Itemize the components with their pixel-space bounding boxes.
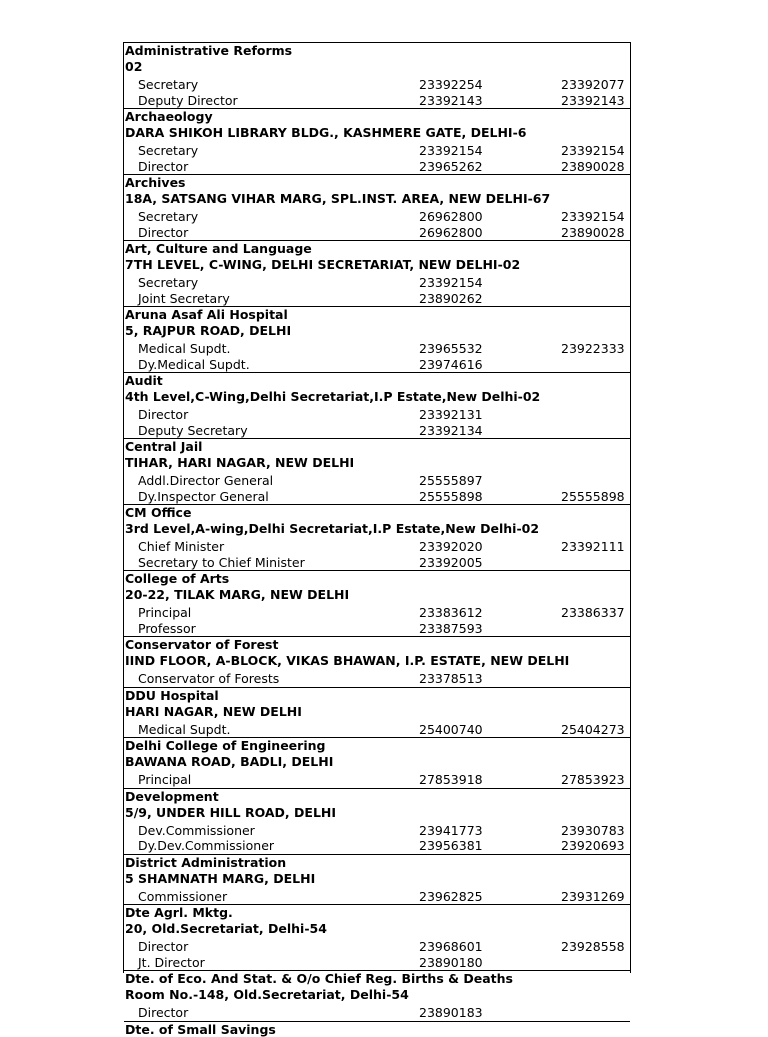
- contact-row: [124, 555, 630, 571]
- department-address: 5 SHAMNATH MARG, DELHI: [125, 870, 316, 886]
- designation: Deputy Secretary: [138, 422, 248, 438]
- department-address: 4th Level,C-Wing,Delhi Secretariat,I.P Estate,New Delhi-02: [125, 389, 541, 404]
- designation: Secretary: [138, 143, 199, 158]
- designation: Chief Minister: [138, 539, 225, 554]
- department-name: Art, Culture and Language: [125, 241, 312, 256]
- designation: Dy.Inspector General: [138, 488, 269, 504]
- designation: Medical Supdt.: [138, 721, 231, 737]
- department-section: [124, 637, 630, 688]
- department-section: [124, 307, 630, 373]
- contact-row: [124, 225, 630, 241]
- fax-phone: 23930783: [561, 822, 625, 838]
- contact-row: [124, 955, 630, 971]
- department-section: [124, 855, 630, 906]
- office-phone: 23974616: [419, 356, 483, 372]
- department-section: [124, 175, 630, 241]
- office-phone: 23956381: [419, 838, 483, 853]
- fax-phone: 23392111: [561, 539, 625, 554]
- designation: Secretary: [138, 77, 199, 92]
- department-section: [124, 43, 630, 109]
- designation: Joint Secretary: [138, 290, 230, 306]
- contact-row: [124, 539, 630, 555]
- office-phone: 23378513: [419, 671, 483, 686]
- fax-phone: 23392154: [561, 209, 625, 224]
- department-section: [124, 688, 630, 739]
- contact-row: [124, 423, 630, 439]
- designation: Medical Supdt.: [138, 341, 231, 356]
- designation: Addl.Director General: [138, 473, 274, 488]
- fax-phone: 25404273: [561, 721, 625, 737]
- department-address: DARA SHIKOH LIBRARY BLDG., KASHMERE GATE, DELHI-6: [125, 125, 527, 140]
- office-phone: 27853918: [419, 772, 483, 787]
- contact-row: [124, 77, 630, 93]
- department-section: [124, 1022, 630, 1037]
- office-phone: 25400740: [419, 721, 483, 737]
- department-name: District Administration: [125, 854, 287, 870]
- department-name: Delhi College of Engineering: [125, 738, 326, 753]
- department-address: 02: [125, 59, 143, 74]
- contact-row: [124, 357, 630, 373]
- department-name: Archaeology: [125, 109, 213, 124]
- office-phone: 25555898: [419, 488, 483, 504]
- department-section: [124, 789, 630, 855]
- contact-row: [124, 341, 630, 357]
- contact-row: [124, 209, 630, 225]
- contact-row: [124, 823, 630, 839]
- department-name: Conservator of Forest: [125, 637, 279, 652]
- department-name: Aruna Asaf Ali Hospital: [125, 307, 288, 322]
- designation: Director: [138, 1005, 189, 1020]
- department-address: TIHAR, HARI NAGAR, NEW DELHI: [125, 455, 355, 470]
- contact-row: [124, 407, 630, 423]
- contact-row: [124, 722, 630, 738]
- contact-row: [124, 772, 630, 788]
- department-address: BAWANA ROAD, BADLI, DELHI: [125, 754, 334, 769]
- office-phone: 23392254: [419, 77, 483, 92]
- contact-row: [124, 93, 630, 109]
- office-phone: 23965262: [419, 158, 483, 174]
- designation: Dy.Dev.Commissioner: [138, 838, 275, 853]
- department-address: 7TH LEVEL, C-WING, DELHI SECRETARIAT, NEW DELHI-02: [125, 257, 521, 272]
- office-phone: 23392143: [419, 92, 483, 108]
- designation: Dev.Commissioner: [138, 822, 255, 838]
- department-address: HARI NAGAR, NEW DELHI: [125, 703, 302, 719]
- office-phone: 23392020: [419, 539, 483, 554]
- department-name: College of Arts: [125, 571, 230, 586]
- fax-phone: 23931269: [561, 888, 625, 904]
- phone-directory-table: [123, 42, 631, 1037]
- department-address: Room No.-148, Old.Secretariat, Delhi-54: [125, 987, 409, 1002]
- department-section: [124, 905, 630, 971]
- department-name: Audit: [125, 373, 163, 388]
- department-name: CM Office: [125, 505, 192, 520]
- department-address: 20-22, TILAK MARG, NEW DELHI: [125, 587, 350, 602]
- contact-row: [124, 939, 630, 955]
- office-phone: 23387593: [419, 620, 483, 636]
- department-section: [124, 571, 630, 637]
- department-name: Administrative Reforms: [125, 43, 293, 58]
- designation: Director: [138, 939, 189, 954]
- department-name: Archives: [125, 175, 186, 190]
- fax-phone: 23392077: [561, 77, 625, 92]
- department-name: Central Jail: [125, 439, 203, 454]
- contact-row: [124, 275, 630, 291]
- designation: Principal: [138, 605, 192, 620]
- department-address: 20, Old.Secretariat, Delhi-54: [125, 921, 327, 936]
- contact-row: [124, 291, 630, 307]
- office-phone: 26962800: [419, 224, 483, 240]
- contact-row: [124, 473, 630, 489]
- department-section: [124, 738, 630, 789]
- designation: Principal: [138, 772, 192, 787]
- fax-phone: 23392143: [561, 92, 625, 108]
- office-phone: 23962825: [419, 888, 483, 904]
- office-phone: 23392131: [419, 407, 483, 422]
- office-phone: 23890180: [419, 954, 483, 970]
- designation: Director: [138, 158, 189, 174]
- designation: Director: [138, 407, 189, 422]
- designation: Secretary: [138, 275, 199, 290]
- office-phone: 23890262: [419, 290, 483, 306]
- department-name: Dte Agrl. Mktg.: [125, 905, 233, 920]
- department-section: [124, 241, 630, 307]
- fax-phone: 23890028: [561, 158, 625, 174]
- contact-row: [124, 621, 630, 637]
- department-address: 5/9, UNDER HILL ROAD, DELHI: [125, 804, 337, 820]
- department-address: 18A, SATSANG VIHAR MARG, SPL.INST. AREA, NEW DELHI-67: [125, 191, 551, 206]
- department-address: 3rd Level,A-wing,Delhi Secretariat,I.P Estate,New Delhi-02: [125, 521, 540, 536]
- office-phone: 26962800: [419, 209, 483, 224]
- office-phone: 23968601: [419, 939, 483, 954]
- designation: Secretary: [138, 209, 199, 224]
- fax-phone: 23920693: [561, 838, 625, 853]
- fax-phone: 23928558: [561, 939, 625, 954]
- department-section: [124, 439, 630, 505]
- office-phone: 23965532: [419, 341, 483, 356]
- department-name: Dte. of Small Savings: [125, 1021, 276, 1037]
- designation: Director: [138, 224, 189, 240]
- contact-row: [124, 1005, 630, 1021]
- office-phone: 25555897: [419, 473, 483, 488]
- department-section: [124, 505, 630, 571]
- designation: Secretary to Chief Minister: [138, 554, 305, 570]
- office-phone: 23890183: [419, 1005, 483, 1020]
- designation: Deputy Director: [138, 92, 238, 108]
- department-address: IIND FLOOR, A-BLOCK, VIKAS BHAWAN, I.P. ESTATE, NEW DELHI: [125, 653, 570, 668]
- contact-row: [124, 671, 630, 687]
- office-phone: 23392134: [419, 422, 483, 438]
- department-section: [124, 971, 630, 1022]
- designation: Conservator of Forests: [138, 671, 280, 686]
- fax-phone: 23392154: [561, 143, 625, 158]
- fax-phone: 23890028: [561, 224, 625, 240]
- designation: Commissioner: [138, 888, 228, 904]
- department-name: Dte. of Eco. And Stat. & O/o Chief Reg. Births & Deaths: [125, 971, 513, 986]
- contact-row: [124, 605, 630, 621]
- designation: Professor: [138, 620, 196, 636]
- fax-phone: 27853923: [561, 772, 625, 787]
- office-phone: 23383612: [419, 605, 483, 620]
- office-phone: 23392154: [419, 275, 483, 290]
- department-section: [124, 373, 630, 439]
- contact-row: [124, 489, 630, 505]
- contact-row: [124, 159, 630, 175]
- fax-phone: 23386337: [561, 605, 625, 620]
- department-name: DDU Hospital: [125, 687, 219, 703]
- fax-phone: 23922333: [561, 341, 625, 356]
- department-name: Development: [125, 788, 219, 804]
- office-phone: 23941773: [419, 822, 483, 838]
- department-section: [124, 109, 630, 175]
- designation: Jt. Director: [138, 954, 205, 970]
- contact-row: [124, 889, 630, 905]
- department-address: 5, RAJPUR ROAD, DELHI: [125, 323, 292, 338]
- designation: Dy.Medical Supdt.: [138, 356, 250, 372]
- contact-row: [124, 143, 630, 159]
- contact-row: [124, 838, 630, 854]
- office-phone: 23392154: [419, 143, 483, 158]
- office-phone: 23392005: [419, 554, 483, 570]
- fax-phone: 25555898: [561, 488, 625, 504]
